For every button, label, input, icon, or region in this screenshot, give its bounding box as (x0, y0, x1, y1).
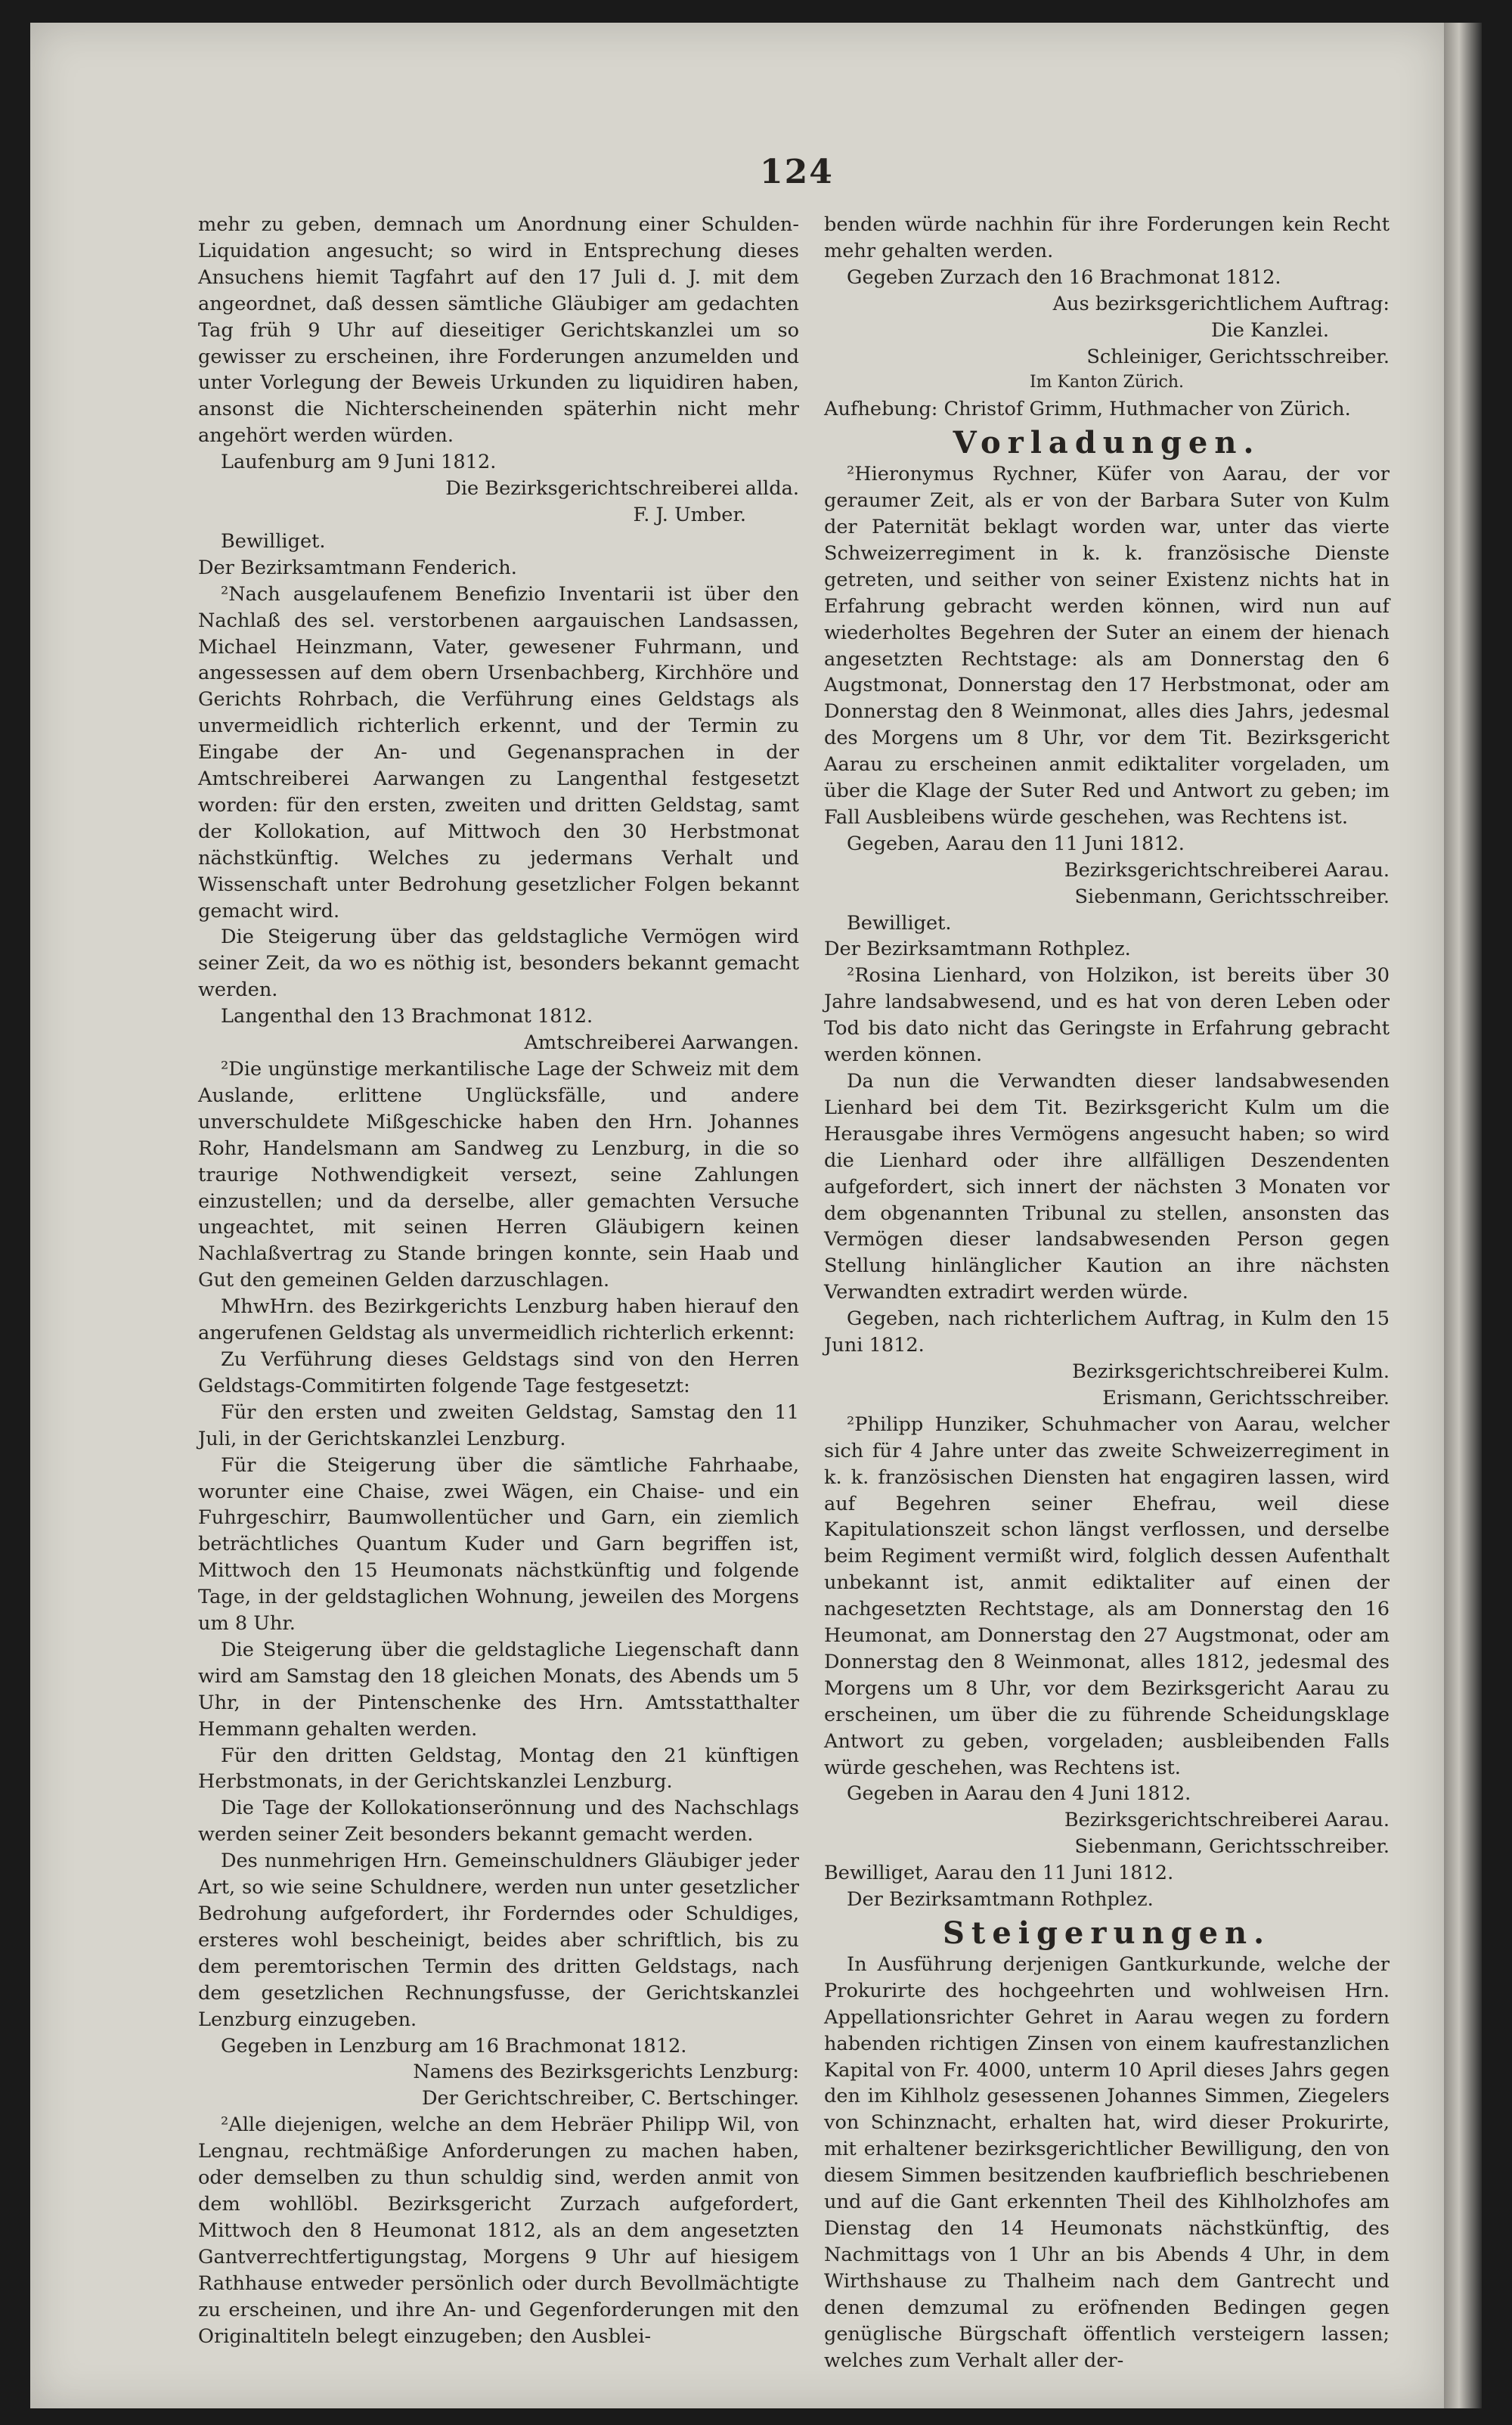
notice-paragraph: ²Nach ausgelaufenem Benefizio Inventarii ist über den Nachlaß des sel. verstorbenen aargauischen Landsassen, Michael Heinzmann, Vater, gewesener Fuhrmann, und angessessen auf dem obern Ursenbachberg, Kirchhöre und Gerichts Rohrbach, die Verführung eines Geldstags als unvermeidlich richterlich erkennt, und der Termin zu Eingabe der An- und Gegenansprachen in der Amtschreiberei Aarwangen zu Langenthal festgesetzt worden: für den ersten, zweiten und dritten Geldstag, samt der Kollokation, auf Mittwoch den 30 Herbstmonat nächstkünftig. Welches zu jedermans Verhalt und Wissenschaft unter Bedrohung gesetzlicher Folgen bekannt gemacht wird. (198, 582, 799, 923)
right-column (824, 212, 1390, 2374)
newspaper-page (30, 23, 1444, 2408)
notice-paragraph: Zu Verführung dieses Geldstags sind von den Herren Geldstags-Commitirten folgende Tage festgesetzt: (198, 1347, 799, 1397)
signature-office: Amtschreiberei Aarwangen. (524, 1031, 799, 1055)
signature-office: Bezirksgerichtschreiberei Kulm. (1072, 1360, 1390, 1383)
signature-name: F. J. Umber. (633, 503, 746, 526)
approval-label: Bewilliget. (847, 911, 952, 935)
signature-name: Der Gerichtschreiber, C. Bertschinger. (421, 2087, 799, 2110)
notice-paragraph: MhwHrn. des Bezirkgerichts Lenzburg haben hierauf den angerufenen Geldstag als unvermeidlich richterlich erkennt: (198, 1295, 799, 1345)
place-date: Laufenburg am 9 Juni 1812. (221, 451, 497, 474)
place-date: Gegeben, nach richterlichem Auftrag, in Kulm den 15 Juni 1812. (824, 1307, 1390, 1357)
approval-signature: Der Bezirksamtmann Fenderich. (198, 556, 517, 579)
notice-paragraph: benden würde nachhin für ihre Forderungen kein Recht mehr gehalten werden. (824, 213, 1390, 262)
signature-office: Bezirksgerichtschreiberei Aarau. (1064, 1809, 1390, 1832)
place-date: Gegeben, Aarau den 11 Juni 1812. (847, 832, 1185, 855)
notice-paragraph: Des nunmehrigen Hrn. Gemeinschuldners Gläubiger jeder Art, so wie seine Schuldnere, werden nun unter gesetzlicher Bedrohung aufgefordert, ihr Forderndes oder Schuldiges, ersteres wohl bescheinigt, beides aber schriftlich, bis zu dem peremtorischen Termin des dritten Geldstags, nach dem gesetzlichen Rechnungsfusse, der Gerichtskanzlei Lenzburg einzugeben. (198, 1850, 799, 2031)
signature-name: Erismann, Gerichtsschreiber. (1102, 1386, 1390, 1409)
page-number: 124 (760, 153, 834, 191)
section-heading-vorladungen: Vorladungen. (953, 425, 1261, 461)
notice-paragraph: Die Steigerung über das geldstagliche Vermögen wird seiner Zeit, da wo es nöthig ist, besonders bekannt gemacht werden. (198, 926, 799, 1002)
signature-office: Bezirksgerichtschreiberei Aarau. (1064, 858, 1390, 882)
place-date: Gegeben in Aarau den 4 Juni 1812. (847, 1782, 1191, 1806)
place-date: Langenthal den 13 Brachmonat 1812. (221, 1005, 593, 1028)
notice-paragraph: Da nun die Verwandten dieser landsabwesenden Lienhard bei dem Tit. Bezirksgericht Kulm um die Herausgabe ihres Vermögens angesucht haben; so wird die Lienhard oder ihre allfälligen Deszendenten aufgefordert, sich innert der nächsten 3 Monaten vor dem obgenannten Tribunal zu stellen, ansonsten das Vermögen dieser landsabwesenden Person gegen Stellung hinlänglicher Kaution an ihre nächsten Verwandten extradirt werden würde. (824, 1070, 1390, 1304)
notice-paragraph: ²Rosina Lienhard, von Holzikon, ist bereits über 30 Jahre landsabwesend, und es hat von deren Leben oder Tod bis dato nicht das Geringste in Erfahrung gebracht werden können. (824, 964, 1390, 1067)
approval-signature: Der Bezirksamtmann Rothplez. (824, 938, 1131, 961)
notice-paragraph: mehr zu geben, demnach um Anordnung einer Schulden-Liquidation angesucht; so wird in Entsprechung dieses Ansuchens hiemit Tagfahrt auf den 17 Juli d. J. mit dem angeordnet, daß dessen sämtliche Gläubiger am gedachten Tag früh 9 Uhr auf dieseitiger Gerichtskanzlei um so gewisser zu erscheinen, ihre Forderungen anzumelden und unter Vorlegung der Beweis Urkunden zu liquidiren haben, ansonst die Nichterscheinenden späterhin nicht mehr angehört werden würden. (198, 213, 799, 448)
notice-paragraph: ²Die ungünstige merkantilische Lage der Schweiz mit dem Auslande, erlittene Unglücksfälle, und andere unverschuldete Mißgeschicke haben den Hrn. Johannes Rohr, Handelsmann am Sandweg zu Lenzburg, in die so traurige Nothwendigkeit versezt, seine Zahlungen einzustellen; und da derselbe, aller gemachten Versuche ungeachtet, mit seinen Herren Gläubigern keinen Nachlaßvertrag zu Stande bringen konnte, sein Haab und Gut den gemeinen Gelden darzuschlagen. (198, 1058, 799, 1292)
notice-paragraph: Für die Steigerung über die sämtliche Fahrhaabe, worunter eine Chaise, zwei Wägen, ein Chaise- und ein Fuhrgeschirr, Baumwollentücher und Garn, ein ziemlich beträchtliches Quantum Kuder und Garn begriffen ist, Mittwoch den 15 Heumonats nächstkünftig und folgende Tage, in der geldstaglichen Wohnung, jeweilen des Morgens um 8 Uhr. (198, 1453, 799, 1636)
signature-name: Schleiniger, Gerichtsschreiber. (1086, 345, 1390, 368)
signature-office: Aus bezirksgerichtlichem Auftrag: (1052, 292, 1390, 315)
notice-paragraph: Für den ersten und zweiten Geldstag, Samstag den 11 Juli, in der Gerichtskanzlei Lenzburg. (198, 1400, 799, 1450)
approval-label: Bewilliget, Aarau den 11 Juni 1812. (824, 1862, 1174, 1885)
signature-office: Namens des Bezirksgerichts Lenzburg: (413, 2061, 799, 2084)
adjacent-page-edge (1444, 23, 1482, 2408)
signature-office: Die Kanzlei. (1211, 318, 1329, 342)
signature-name: Siebenmann, Gerichtsschreiber. (1074, 1835, 1390, 1859)
notice-paragraph: Aufhebung: Christof Grimm, Huthmacher von Zürich. (824, 398, 1351, 421)
place-date: Gegeben in Lenzburg am 16 Brachmonat 1812. (221, 2034, 687, 2058)
notice-paragraph: ²Hieronymus Rychner, Küfer von Aarau, der vor geraumer Zeit, als er von der Barbara Suter von Kulm der Paternität beklagt worden war, unter das vierte Schweizerregiment in k. k. französische Dienste getreten, und seither von seiner Existenz nichts hat in Erfahrung gebracht werden können, wird nun auf wiederholtes Begehren der Suter an einem der hienach angesetzten Rechtstage: als am Donnerstag den 6 Augstmonat, Donnerstag den 17 Herbstmonat, oder am Donnerstag den 8 Weinmonat, alles dies Jahrs, jedesmal des Morgens um 8 Uhr, vor dem Tit. Bezirksgericht Aarau zu erscheinen anmit ediktaliter vorgeladen, um über die Klage der Suter Red und Antwort zu geben; im Fall Ausbleibens würde geschehen, was Rechtens ist. (824, 463, 1390, 829)
approval-signature: Der Bezirksamtmann Rothplez. (847, 1888, 1154, 1912)
canton-subheading: Im Kanton Zürich. (1029, 373, 1184, 392)
left-column (198, 212, 799, 2349)
signature-name: Siebenmann, Gerichtsschreiber. (1074, 885, 1390, 908)
place-date: Gegeben Zurzach den 16 Brachmonat 1812. (847, 265, 1281, 289)
notice-paragraph: Die Tage der Kollokationserönnung und des Nachschlags werden seiner Zeit besonders bekannt gemacht werden. (198, 1797, 799, 1847)
section-heading-steigerungen: Steigerungen. (942, 1915, 1272, 1951)
approval-label: Bewilliget. (221, 529, 326, 553)
notice-paragraph: ²Alle diejenigen, welche an dem Hebräer Philipp Wil, von Lengnau, rechtmäßige Anforderungen zu machen haben, oder demselben zu thun schuldig sind, werden anmit von dem wohllöbl. Bezirksgericht Zurzach aufgefordert, Mittwoch den 8 Heumonat 1812, als an dem angesetzten Gantverrechtfertigungstag, Morgens 9 Uhr auf hiesigem Rathhause entweder persönlich oder durch Bevollmächtigte zu erscheinen, und ihre An- und Gegenforderungen mit den Originaltiteln belegt einzugeben; den Ausblei- (198, 2113, 799, 2348)
notice-paragraph: ²Philipp Hunziker, Schuhmacher von Aarau, welcher sich für 4 Jahre unter das zweite Schweizerregiment in k. k. französischen Diensten hat engagiren lassen, wird auf Begehren seiner Ehefrau, weil diese Kapitulationszeit schon längst verflossen, und derselbe beim Regiment vermißt wird, folglich dessen Aufenthalt unbekannt ist, anmit ediktaliter auf einen der nachgesetzten Rechtstage, als am Donnerstag den 16 Heumonat, am Donnerstag den 27 Augstmonat, oder am Donnerstag den 8 Weinmonat, alles 1812, jedesmal des Morgens um 8 Uhr, vor dem Bezirksgericht Aarau zu erscheinen, um über die zu führende Scheidungsklage Antwort zu geben, vorgeladen; ausbleibenden Falls würde geschehen, was Rechtens ist. (824, 1413, 1390, 1779)
notice-paragraph: In Ausführung derjenigen Gantkurkunde, welche der Prokurirte des hochgeehrten und wohlweisen Hrn. Appellationsrichter Gehret in Aarau wegen zu fordern habenden richtigen Zinsen von einem kaufrestanzlichen Kapital von Fr. 4000, unterm 10 April dieses Jahrs gegen den im Kihlholz gesessenen Johannes Simmen, Ziegelers von Schinznacht, erhalten hat, wird dieser Prokurirte, mit erhaltener bezirksgerichtlicher Bewilligung, den von diesem Simmen besitzenden kaufbrieflich beschriebenen und auf die Gant erkennten Theil des Kihlholzhofes am Dienstag den 14 Heumonats nächstkünftig, des Nachmittags von 1 Uhr an bis Abends 4 Uhr, in dem Wirthshause zu Thalheim nach dem Gantrecht und denen demzumal zu eröfnenden Bedingen gegen genüglische Bürgschaft öffentlich versteigern lassen; welches zum Verhalt aller der- (824, 1952, 1390, 2372)
notice-paragraph: Die Steigerung über die geldstagliche Liegenschaft dann wird am Samstag den 18 gleichen Monats, des Abends um 5 Uhr, in der Pintenschenke des Hrn. Amtsstatthalter Hemmann gehalten werden. (198, 1638, 799, 1741)
signature-office: Die Bezirksgerichtschreiberei allda. (445, 477, 799, 501)
notice-paragraph: Für den dritten Geldstag, Montag den 21 künftigen Herbstmonats, in der Gerichtskanzlei Lenzburg. (198, 1744, 799, 1794)
